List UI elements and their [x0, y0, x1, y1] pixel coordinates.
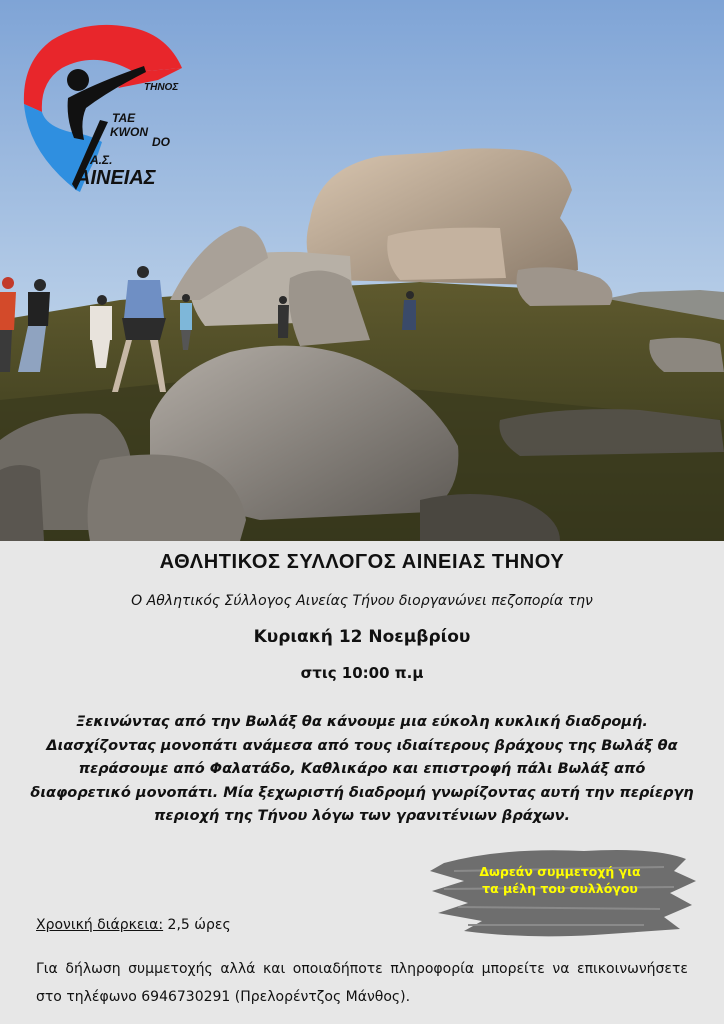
event-time: στις 10:00 π.μ — [300, 664, 424, 682]
route-description: Ξεκινώντας από την Βωλάξ θα κάνουμε μια εύκολη κυκλική διαδρομή. Διασχίζοντας μονοπάτι ανάμεσα από τους ιδιαίτερους βράχους της Βωλάξ θα περάσουμε από Φαλατάδο, Καθλικάρο και επιστροφή πάλι Βωλάξ από διαφορετικό μονοπάτι. Μία ξεχωριστή διαδρομή γνωρίζοντας αυτή την περίεργη περιοχή της Τήνου λόγω των γρανιτένιων βράχων. — [30, 714, 694, 824]
flyer-content — [0, 541, 724, 1024]
logo-city: ΤΗΝΟΣ — [144, 82, 179, 93]
duration-value: 2,5 ώρες — [167, 917, 231, 933]
logo-club-abbr: Α.Σ. — [90, 153, 113, 167]
taekwondo-club-logo — [18, 22, 188, 197]
club-title: ΑΘΛΗΤΙΚΟΣ ΣΥΛΛΟΓΟΣ ΑΙΝΕΙΑΣ ΤΗΝΟΥ — [159, 551, 565, 573]
duration-row — [36, 917, 231, 933]
logo-sport-2: KWON — [110, 125, 148, 139]
contact-info: Για δήλωση συμμετοχής αλλά και οποιαδήποτε πληροφορία μπορείτε να επικοινωνήσετε στο τηλέφωνο 6946730291 (Πρελορέντζος Μάνθος). — [36, 961, 688, 1005]
logo-club-name: ΑΙΝΕΙΑΣ — [76, 167, 156, 189]
event-date: Κυριακή 12 Νοεμβρίου — [253, 627, 471, 647]
duration-label: Χρονική διάρκεια: — [36, 917, 164, 933]
intro-text: Ο Αθλητικός Σύλλογος Αινείας Τήνου διοργανώνει πεζοπορία την — [131, 593, 593, 609]
logo-sport-1: TAE — [112, 111, 136, 125]
free-participation-badge: Δωρεάν συμμετοχή για τα μέλη του συλλόγου — [479, 864, 641, 896]
logo-sport-3: DO — [152, 135, 170, 149]
logo-emblem-icon — [18, 22, 188, 197]
